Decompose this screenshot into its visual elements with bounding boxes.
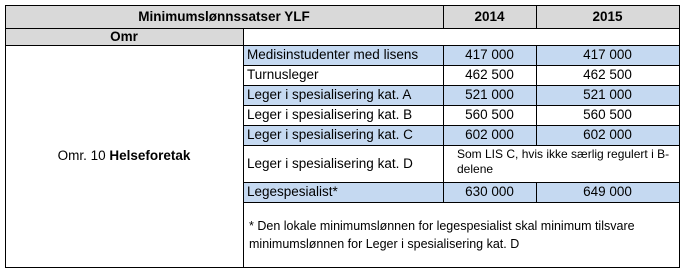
divider [443, 5, 444, 28]
row-value-2014: 602 000 [443, 125, 536, 145]
divider [243, 105, 680, 106]
omr-name [5, 45, 243, 267]
row-value-2015: 560 500 [583, 107, 632, 122]
row-label: Leger i spesialisering kat. A [243, 85, 443, 105]
row-value-2015: 602 000 [536, 125, 679, 145]
row-label: Leger i spesialisering kat. D [247, 155, 413, 171]
divider [243, 85, 680, 86]
row-value-2014: 630 000 [443, 182, 536, 202]
divider [243, 125, 680, 126]
divider [5, 45, 680, 46]
row-value-2014: 560 500 [465, 107, 514, 122]
divider [536, 5, 537, 28]
row-label: Legespesialist* [243, 182, 443, 202]
omr-label: Omr [5, 28, 243, 45]
divider [243, 28, 244, 268]
divider [443, 145, 444, 202]
header-year-2014: 2014 [443, 5, 536, 28]
divider [243, 65, 680, 66]
row-value-2015: 521 000 [536, 85, 679, 105]
row-label: Medisinstudenter med lisens [243, 45, 443, 65]
row-value-2015: 649 000 [536, 182, 679, 202]
row-value-2014: 462 500 [465, 67, 514, 82]
row-value-2015: 462 500 [583, 67, 632, 82]
divider [243, 145, 680, 146]
divider [243, 182, 680, 183]
row-value-2014: 417 000 [443, 45, 536, 65]
row-note: Som LIS C, hvis ikke særlig regulert i B-delene [457, 147, 670, 176]
border-bottom [5, 267, 680, 268]
header-year-2015: 2015 [536, 5, 679, 28]
footnote: * Den lokale minimumslønnen for legespesialist skal minimum tilsvare minimumslønnen for Leger i spesialisering kat. D [249, 218, 635, 251]
border-top [5, 5, 680, 6]
divider [243, 202, 680, 203]
divider [443, 45, 444, 145]
header-title: Minimumslønnssatser YLF [5, 5, 443, 28]
divider [536, 182, 537, 202]
row-label: Leger i spesialisering kat. C [243, 125, 443, 145]
divider [5, 28, 680, 29]
row-label: Leger i spesialisering kat. B [247, 107, 413, 122]
omr-name-bold: Helseforetak [109, 148, 191, 163]
omr-name-prefix: Omr. 10 [57, 148, 110, 163]
row-value-2015: 417 000 [536, 45, 679, 65]
row-label: Turnusleger [247, 67, 319, 82]
row-value-2014: 521 000 [443, 85, 536, 105]
divider [536, 45, 537, 145]
